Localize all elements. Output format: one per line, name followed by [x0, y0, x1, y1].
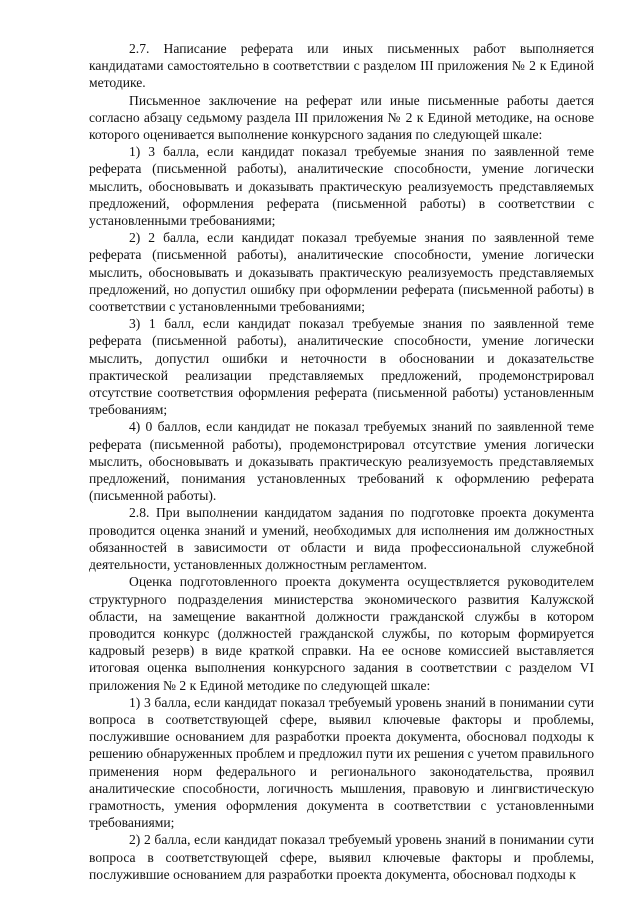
- paragraph-written-conclusion: Письменное заключение на реферат или иные письменные работы дается согласно абзацу седьмому раздела III приложения № 2 к Единой методике, на основе которого оценивается выполнение конкурсного задания по следующей шкале:: [89, 92, 594, 143]
- draft-scale-item-2-points: 2) 2 балла, если кандидат показал требуемый уровень знаний в понимании сути вопроса в соответствующей сфере, выявил ключевые факторы и проблемы, послужившие основанием для разработки проекта документа, обосновал подходы к: [89, 832, 594, 882]
- scale-item-2-points: 2) 2 балла, если кандидат показал требуемые знания по заявленной теме реферата (письменной работы), аналитические способности, умение логически мыслить, обосновывать и доказывать практическую реализуемость представляемых предложений, но допустил ошибку при оформлении реферата (письменной работы) в соответствии с установленными требованиями;: [89, 230, 594, 315]
- paragraph-2-8: 2.8. При выполнении кандидатом задания по подготовке проекта документа проводится оценка знаний и умений, необходимых для исполнения им должностных обязанностей в зависимости от области и вида профессиональной служебной деятельности, установленных должностным регламентом.: [89, 505, 594, 573]
- scale-item-3-points: 1) 3 балла, если кандидат показал требуемые знания по заявленной теме реферата (письменной работы), аналитические способности, умение логически мыслить, обосновывать и доказывать практическую реализуемость представляемых предложений, оформления реферата (письменной работы) в соответствии с установленными требованиями;: [89, 144, 594, 229]
- paragraph-2-7: 2.7. Написание реферата или иных письменных работ выполняется кандидатами самостоятельно в соответствии с разделом III приложения № 2 к Единой методике.: [89, 41, 594, 91]
- draft-scale-item-3-points: 1) 3 балла, если кандидат показал требуемый уровень знаний в понимании сути вопроса в соответствующей сфере, выявил ключевые факторы и проблемы, послужившие основанием для разработки проекта документа, обосновал подходы к решению обнаруженных проблем и предложил пути их решения с учетом правильного применения норм федерального и регионального законодательства, проявил аналитические способности, логичность мышления, правовую и лингвистическую грамотность, умения оформления документа в соответствии с установленными требованиями;: [89, 694, 594, 831]
- paragraph-draft-assessment: Оценка подготовленного проекта документа осуществляется руководителем структурного подразделения министерства экономического развития Калужской области, на замещение вакантной должности гражданской службы в котором проводится конкурс (должностей гражданской службы, по которым формируется кадровый резерв) в виде краткой справки. На ее основе комиссией выставляется итоговая оценка выполнения конкурсного задания в соответствии с разделом VI приложения № 2 к Единой методике по следующей шкале:: [89, 574, 594, 693]
- scale-item-0-points: 4) 0 баллов, если кандидат не показал требуемых знаний по заявленной теме реферата (письменной работы), продемонстрировал отсутствие умения логически мыслить, обосновывать и доказывать практическую реализуемость представляемых предложений, понимания установленных требований к оформлению реферата (письменной работы).: [89, 419, 594, 504]
- scale-item-1-point: 3) 1 балл, если кандидат показал требуемые знания по заявленной теме реферата (письменной работы), аналитические способности, умение логически мыслить, допустил ошибки и неточности в обосновании и доказательстве практической реализации представляемых предложений, продемонстрировал отсутствие соответствия оформления реферата (письменной работы) установленным требованиям;: [89, 316, 594, 418]
- document-page: [89, 40, 594, 883]
